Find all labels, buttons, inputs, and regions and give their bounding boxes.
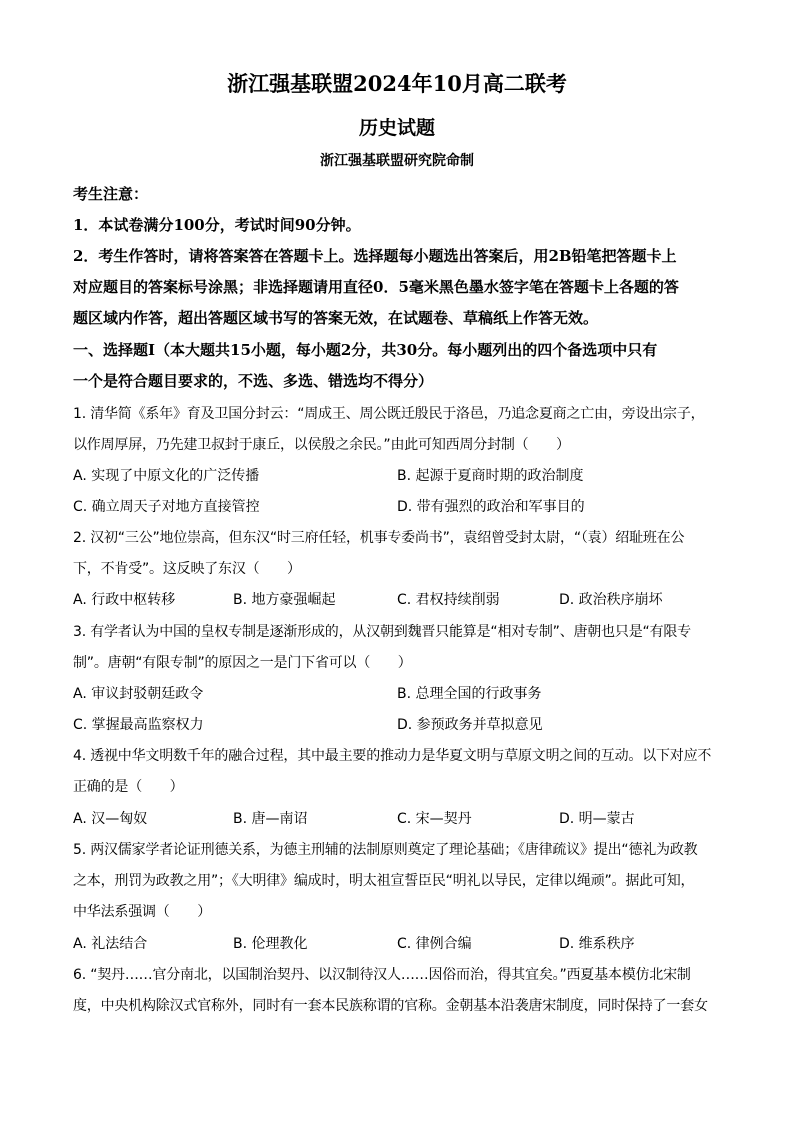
question-6-stem-line-2: 度，中央机构除汉式官称外，同时有一套本民族称谓的官称。金朝基本沿袭唐宋制度，同时保持了一套女 (73, 998, 708, 1014)
question-1-option-c: C. 确立周天子对地方直接管控 (73, 499, 260, 515)
question-3-option-b: B. 总理全国的行政事务 (397, 686, 542, 702)
question-1-option-a: A. 实现了中原文化的广泛传播 (73, 468, 260, 484)
exam-title: 浙江强基联盟2024年10月高二联考 (227, 71, 567, 96)
question-1-option-d: D. 带有强烈的政治和军事目的 (397, 499, 585, 515)
question-2-option-b: B. 地方豪强崛起 (233, 592, 336, 608)
question-2-stem-line-2: 下，不肯受”。这反映了东汉（ ） (73, 561, 301, 577)
question-5-option-a: A. 礼法结合 (73, 936, 148, 952)
notice-item-2-line-2: 对应题目的答案标号涂黑；非选择题请用直径0．5毫米黑色墨水签字笔在答题卡上各题的答 (73, 278, 679, 296)
question-1-option-b: B. 起源于夏商时期的政治制度 (397, 468, 584, 484)
question-5-stem-line-2: 之本，刑罚为政教之用”；《大明律》编成时，明太祖宣誓臣民“明礼以导民，定律以绳顽”。据此可知， (73, 873, 695, 889)
question-4-option-a: A. 汉—匈奴 (73, 811, 148, 827)
question-4-option-c: C. 宋—契丹 (397, 811, 472, 827)
question-5-stem-line-3: 中华法系强调（ ） (73, 904, 211, 920)
question-2-option-a: A. 行政中枢转移 (73, 592, 176, 608)
question-3-option-c: C. 掌握最高监察权力 (73, 717, 204, 733)
question-4-option-b: B. 唐—南诏 (233, 811, 308, 827)
question-2-option-c: C. 君权持续削弱 (397, 592, 500, 608)
question-1-stem-line-2: 以作周厚屏，乃先建卫叔封于康丘，以侯殷之余民。”由此可知西周分封制（ ） (73, 437, 570, 453)
question-2-stem-line-1: 2. 汉初“三公”地位崇高，但东汉“时三府任轻，机事专委尚书”，袁绍曾受封太尉，“（袁）绍耻班在公 (73, 530, 685, 546)
question-3-stem-line-1: 3. 有学者认为中国的皇权专制是逐渐形成的，从汉朝到魏晋只能算是“相对专制”、唐朝也只是“有限专 (73, 624, 691, 640)
question-2-option-d: D. 政治秩序崩坏 (559, 592, 663, 608)
notice-item-2-line-3: 题区域内作答，超出答题区域书写的答案无效，在试题卷、草稿纸上作答无效。 (73, 309, 599, 327)
question-3-option-d: D. 参预政务并草拟意见 (397, 717, 543, 733)
section-heading-line-2: 一个是符合题目要求的，不选、多选、错选均不得分） (73, 372, 434, 390)
question-5-stem-line-1: 5. 两汉儒家学者论证刑德关系，为德主刑辅的法制原则奠定了理论基础；《唐律疏议》提出“德礼为政教 (73, 842, 698, 858)
notice-item-2-line-1: 2．考生作答时，请将答案答在答题卡上。选择题每小题选出答案后，用2B铅笔把答题卡上 (73, 247, 677, 265)
notice-item-1: 1．本试卷满分100分，考试时间90分钟。 (73, 216, 361, 234)
question-4-stem-line-1: 4. 透视中华文明数千年的融合过程，其中最主要的推动力是华夏文明与草原文明之间的互动。以下对应不 (73, 748, 712, 764)
issuer-line: 浙江强基联盟研究院命制 (320, 153, 474, 169)
question-5-option-b: B. 伦理教化 (233, 936, 308, 952)
question-6-stem-line-1: 6. “契丹……官分南北，以国制治契丹、以汉制待汉人……因俗而治，得其宜矣。”西夏基本模仿北宋制 (73, 967, 691, 983)
question-3-stem-line-2: 制”。唐朝“有限专制”的原因之一是门下省可以（ ） (73, 655, 412, 671)
question-4-stem-line-2: 正确的是（ ） (73, 779, 184, 795)
section-heading-line-1: 一、选择题Ⅰ（本大题共15小题，每小题2分，共30分。每小题列出的四个备选项中只有 (73, 341, 658, 359)
question-5-option-d: D. 维系秩序 (559, 936, 635, 952)
question-5-option-c: C. 律例合编 (397, 936, 472, 952)
subject-title: 历史试题 (358, 117, 435, 139)
question-4-option-d: D. 明—蒙古 (559, 811, 635, 827)
notice-heading: 考生注意： (73, 185, 149, 203)
question-1-stem-line-1: 1. 清华简《系年》育及卫国分封云：“周成王、周公既迁殷民于洛邑，乃追念夏商之亡由，旁设出宗子， (73, 406, 705, 422)
question-3-option-a: A. 审议封驳朝廷政令 (73, 686, 204, 702)
